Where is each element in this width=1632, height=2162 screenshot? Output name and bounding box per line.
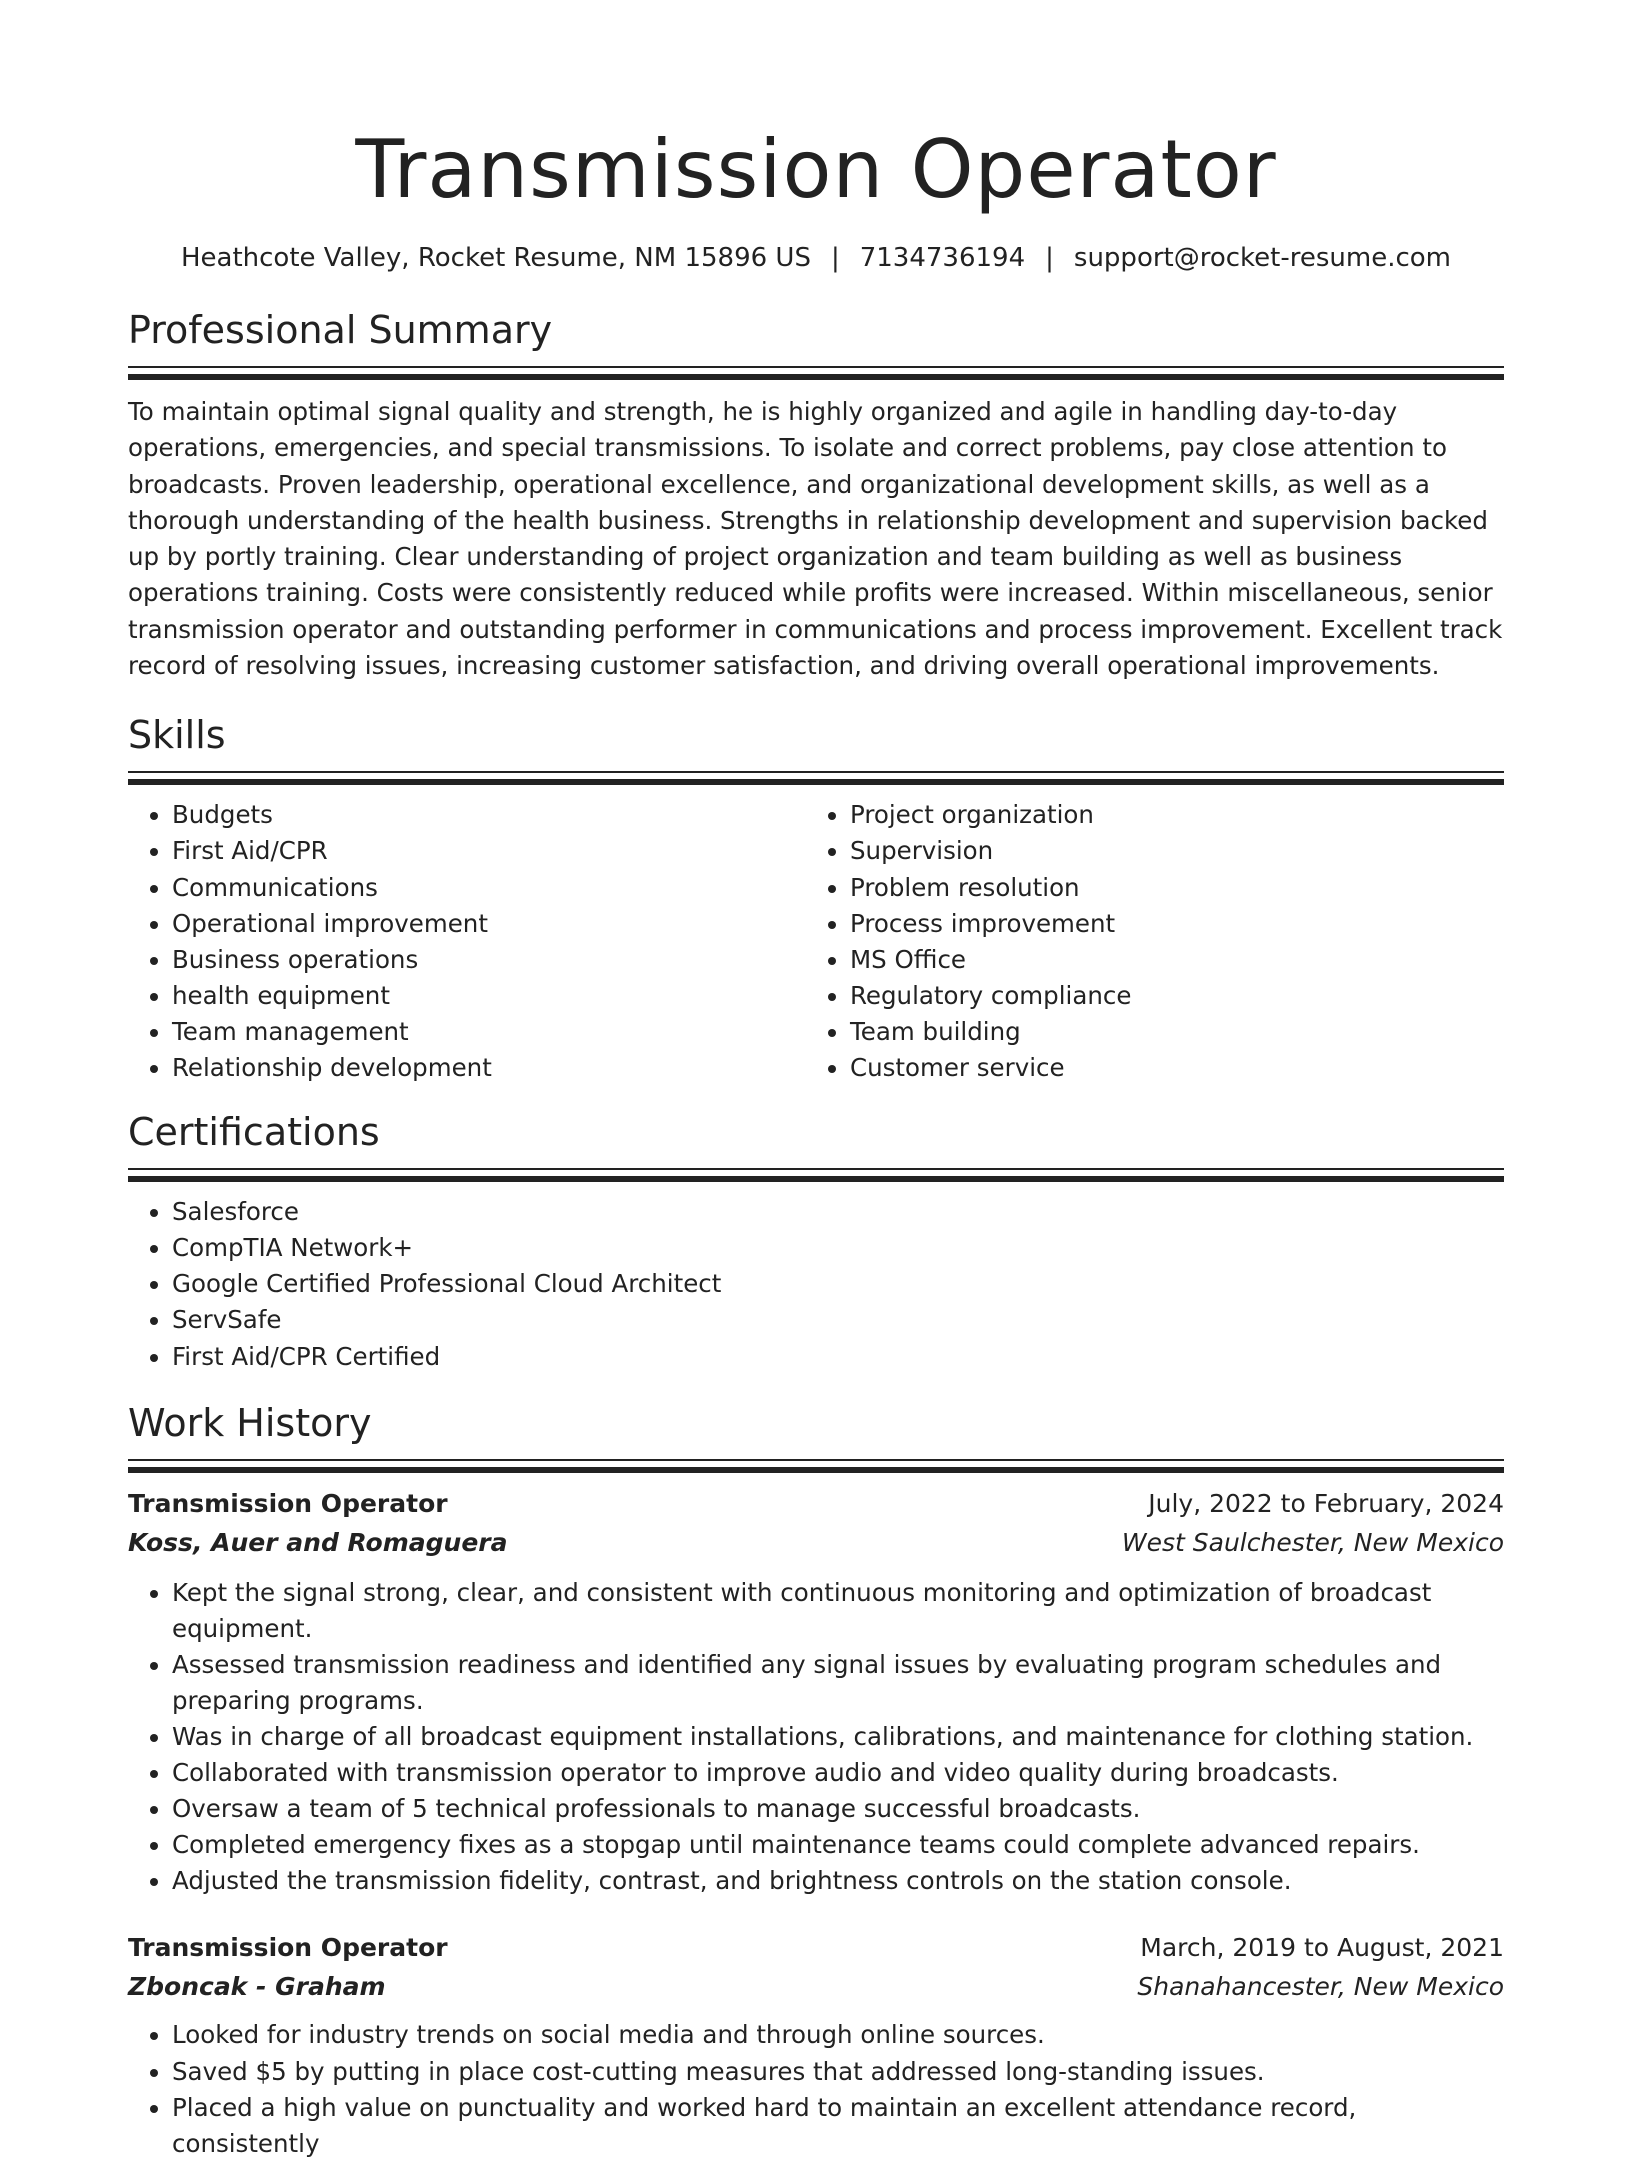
summary-section <box>128 306 1504 684</box>
skill-item: • Communications <box>172 870 806 906</box>
job-bullet: • Collaborated with transmission operator to improve audio and video quality during broadcasts. <box>172 1755 1504 1791</box>
skill-item: • Supervision <box>850 833 1504 869</box>
job-bullet: • Kept the signal strong, clear, and consistent with continuous monitoring and optimization of broadcast equipment. <box>172 1575 1504 1647</box>
certification-item: • CompTIA Network+ <box>172 1230 1504 1266</box>
contact-phone: 7134736194 <box>859 243 1026 273</box>
job-bullet: • Saved $5 by putting in place cost-cutting measures that addressed long-standing issues. <box>172 2054 1504 2090</box>
skills-column-left <box>128 797 806 1086</box>
job-header <box>128 1929 1504 1967</box>
contact-address: Heathcote Valley, Rocket Resume, NM 15896 US <box>180 243 811 273</box>
section-divider <box>128 366 1504 382</box>
job-location: West Saulchester, New Mexico <box>1121 1527 1504 1557</box>
skill-item: • health equipment <box>172 978 806 1014</box>
certifications-section <box>128 1108 1504 1374</box>
contact-line <box>128 240 1504 276</box>
skill-item: • Team management <box>172 1014 806 1050</box>
skill-item: • Budgets <box>172 797 806 833</box>
work-history-section <box>128 1399 1504 2162</box>
section-divider <box>128 1459 1504 1475</box>
skill-item: • Problem resolution <box>850 870 1504 906</box>
skills-column-right <box>806 797 1504 1086</box>
resume-page <box>128 0 1504 2162</box>
skill-item: • Business operations <box>172 942 806 978</box>
job-bullets <box>128 1575 1504 1900</box>
skill-item: • Operational improvement <box>172 906 806 942</box>
job-location: Shanahancester, New Mexico <box>1137 1972 1504 2002</box>
skill-item: • Relationship development <box>172 1050 806 1086</box>
skill-item: • Regulatory compliance <box>850 978 1504 1014</box>
job-bullet: • Placed a high value on punctuality and worked hard to maintain an excellent attendance record, consistently <box>172 2090 1504 2162</box>
skill-item: • Project organization <box>850 797 1504 833</box>
section-divider <box>128 1168 1504 1184</box>
job-bullet: • Oversaw a team of 5 technical professionals to manage successful broadcasts. <box>172 1791 1504 1827</box>
skill-item: • Team building <box>850 1014 1504 1050</box>
job-bullet: • Adjusted the transmission fidelity, contrast, and brightness controls on the station console. <box>172 1863 1504 1899</box>
certification-item: • First Aid/CPR Certified <box>172 1339 1504 1375</box>
job-dates: July, 2022 to February, 2024 <box>1148 1488 1504 1518</box>
job-dates: March, 2019 to August, 2021 <box>1140 1933 1504 1963</box>
job-bullet: • Looked for industry trends on social media and through online sources. <box>172 2017 1504 2053</box>
skill-item: • MS Office <box>850 942 1504 978</box>
skills-list-left <box>128 797 806 1086</box>
contact-separator: | <box>1045 243 1054 273</box>
certifications-list <box>128 1194 1504 1374</box>
job-title: Transmission Operator <box>128 1933 448 1963</box>
section-title-summary: Professional Summary <box>128 308 553 352</box>
skills-grid <box>128 797 1504 1086</box>
job-bullet: • Assessed transmission readiness and identified any signal issues by evaluating program schedules and preparing programs. <box>172 1647 1504 1719</box>
skills-list-right <box>806 797 1504 1086</box>
certification-item: • Google Certified Professional Cloud Architect <box>172 1266 1504 1302</box>
section-title-work-history: Work History <box>128 1400 372 1445</box>
skill-item: • First Aid/CPR <box>172 833 806 869</box>
contact-separator: | <box>830 243 840 273</box>
job-header <box>128 1485 1504 1523</box>
job-title: Transmission Operator <box>128 1488 448 1518</box>
certification-item: • Salesforce <box>172 1194 1504 1230</box>
skill-item: • Process improvement <box>850 906 1504 942</box>
summary-text: To maintain optimal signal quality and strength, he is highly organized and agile in handling day-to-day operations, emergencies, and special transmissions. To isolate and correct problems, pay close attention to broadcasts. Proven leadership, operational excellence, and organizational development skills, as well as a thorough understanding of the health business. Strengths in relationship development and supervision backed up by portly training. Clear understanding of project organization and team building as well as business operations training. Costs were consistently reduced while profits were increased. Within miscellaneous, senior transmission operator and outstanding performer in communications and process improvement. Excellent track record of resolving issues, increasing customer satisfaction, and driving overall operational improvements. <box>128 397 1503 681</box>
job-subheader <box>128 1523 1504 1563</box>
job-entry <box>128 1929 1504 2161</box>
skills-section <box>128 711 1504 1086</box>
section-title-certifications: Certifications <box>128 1110 380 1155</box>
job-bullet: • Was in charge of all broadcast equipment installations, calibrations, and maintenance for clothing station. <box>172 1719 1504 1755</box>
job-bullet: • Completed emergency fixes as a stopgap until maintenance teams could complete advanced repairs. <box>172 1827 1504 1863</box>
contact-email[interactable]: support@rocket-resume.com <box>1073 243 1452 273</box>
job-entry <box>128 1485 1504 1900</box>
section-title-skills: Skills <box>128 713 226 758</box>
section-divider <box>128 771 1504 787</box>
job-bullets <box>128 2017 1504 2161</box>
certification-item: • ServSafe <box>172 1302 1504 1338</box>
job-company: Zboncak - Graham <box>128 1972 386 2002</box>
job-subheader <box>128 1967 1504 2007</box>
skill-item: • Customer service <box>850 1050 1504 1086</box>
resume-name: Transmission Operator <box>355 123 1277 216</box>
job-company: Koss, Auer and Romaguera <box>128 1527 508 1557</box>
